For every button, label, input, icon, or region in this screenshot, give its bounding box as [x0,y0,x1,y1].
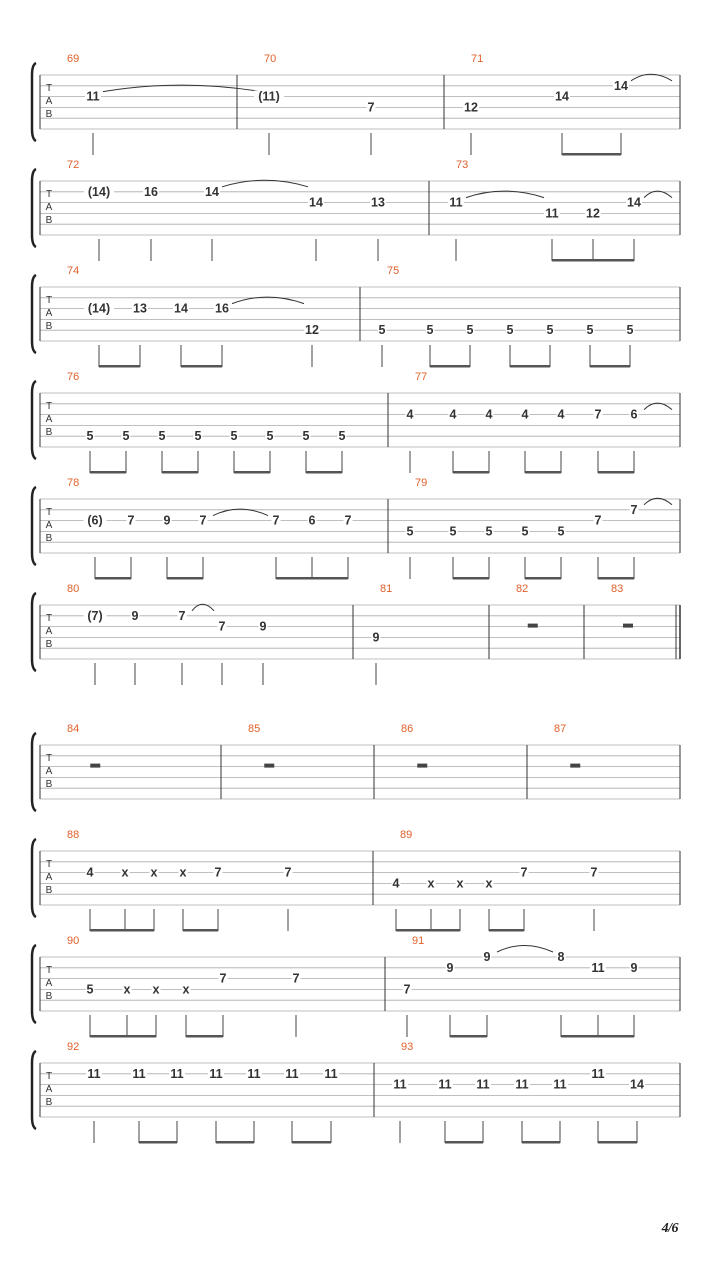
fret-number: 7 [367,100,375,115]
measure-number: 92 [67,1041,80,1053]
beam [561,1035,598,1038]
fret-number: 14 [309,195,323,210]
tab-clef-letter: B [45,214,53,226]
fret-number: 5 [122,429,130,444]
system-bracket [32,839,36,917]
system-bracket [32,487,36,565]
measure-number: 74 [67,265,80,277]
fret-number: 5 [158,429,166,444]
fret-number: 9 [163,513,171,528]
tab-system [32,583,680,685]
measure-number: 77 [415,371,428,383]
fret-number: 11 [545,206,559,221]
beam [489,929,524,932]
whole-rest [570,764,580,768]
tab-clef-letter: B [45,638,53,650]
fret-number: 5 [449,524,457,539]
fret-number: 7 [292,971,300,986]
fret-number: x [485,876,493,891]
fret-number: 4 [406,407,414,422]
fret-number: 11 [209,1066,223,1081]
system-bracket [32,169,36,247]
fret-number: 4 [392,876,400,891]
measure-number: 84 [67,723,80,735]
fret-number: 6 [308,513,316,528]
tab-clef-letter: B [45,320,53,332]
fret-number: 14 [614,78,628,93]
fret-number: 9 [630,960,638,975]
measure-number: 70 [264,53,277,65]
tab-clef-letter: T [45,400,53,412]
fret-number: x [427,876,435,891]
beam [522,1141,560,1144]
fret-number: 11 [591,960,605,975]
tab-system [32,159,680,262]
fret-number: 11 [515,1077,529,1092]
beam [183,929,218,932]
fret-number: 11 [170,1066,184,1081]
measure-number: 76 [67,371,80,383]
tab-clef-letter: B [45,884,53,896]
beam [510,365,550,368]
tab-system [32,477,680,580]
fret-number: 7 [127,513,135,528]
fret-number: 7 [284,865,292,880]
measure-number: 87 [554,723,567,735]
fret-number: 5 [506,323,514,338]
beam [598,1141,637,1144]
beam [167,577,203,580]
measure-number: 75 [387,265,400,277]
fret-number: x [121,865,129,880]
fret-number: 7 [272,513,280,528]
tab-system [32,829,680,932]
measure-number: 91 [412,935,425,947]
tab-clef-letter: T [45,858,53,870]
system-bracket [32,733,36,811]
fret-number: 5 [485,524,493,539]
beam [552,259,593,262]
fret-number: 16 [144,184,158,199]
fret-number: 4 [557,407,565,422]
tab-clef-letter: A [45,625,53,637]
fret-number: 9 [259,619,267,634]
page-number: 4/6 [661,1221,678,1236]
tab-clef-letter: T [45,964,53,976]
fret-number: 9 [131,608,139,623]
fret-number: 5 [86,429,94,444]
measure-number: 88 [67,829,80,841]
tab-clef-letter: T [45,612,53,624]
beam [292,1141,331,1144]
fret-number: 4 [86,865,94,880]
tab-clef-letter: A [45,765,53,777]
beam [312,577,348,580]
whole-rest [623,624,633,628]
tab-clef-letter: B [45,778,53,790]
beam [181,365,222,368]
fret-number: 11 [591,1066,605,1081]
fret-number: 5 [626,323,634,338]
fret-number: 5 [406,524,414,539]
fret-number: 7 [214,865,222,880]
fret-number: 9 [483,950,491,964]
measure-number: 73 [456,159,469,171]
measure-number: 93 [401,1041,414,1053]
fret-number: 9 [372,630,380,645]
fret-number: 5 [194,429,202,444]
tab-clef-letter: B [45,426,53,438]
fret-number: 7 [219,971,227,986]
beam [95,577,131,580]
fret-number: 5 [466,323,474,338]
measure-number: 78 [67,477,80,489]
fret-number: 9 [446,960,454,975]
fret-number: 11 [449,195,463,210]
fret-number: 16 [215,301,229,316]
measure-number: 82 [516,583,529,595]
beam [453,471,489,474]
system-bracket [32,275,36,353]
beam [90,471,126,474]
beam [598,577,634,580]
tab-clef-letter: T [45,1070,53,1082]
fret-number: 12 [464,100,478,115]
tab-clef-letter: T [45,82,53,94]
fret-number: 7 [344,513,352,528]
tab-system [32,53,680,156]
fret-number: 5 [378,323,386,338]
tab-clef-letter: A [45,519,53,531]
fret-number: 5 [338,429,346,444]
tab-clef-letter: B [45,990,53,1002]
beam [593,259,634,262]
tab-clef-letter: B [45,1096,53,1108]
measure-number: 81 [380,583,393,595]
measure-number: 86 [401,723,414,735]
tie-arc [497,946,553,953]
beam [139,1141,177,1144]
fret-number: 7 [594,513,602,528]
fret-number: 5 [557,524,565,539]
beam [306,471,342,474]
fret-number: 7 [403,982,411,997]
fret-number: 7 [218,619,226,634]
beam [90,929,154,932]
fret-number: 4 [521,407,529,422]
tab-clef-letter: T [45,506,53,518]
fret-number: x [456,876,464,891]
fret-number: 4 [485,407,493,422]
fret-number: 7 [178,608,186,623]
fret-number: 14 [205,184,219,199]
beam [99,365,140,368]
beam [396,929,460,932]
tab-clef-letter: A [45,871,53,883]
tab-system [32,935,680,1038]
fret-number: (7) [87,608,103,623]
fret-number: 7 [630,502,638,517]
fret-number: 7 [520,865,528,880]
fret-number: 14 [174,301,188,316]
system-bracket [32,593,36,671]
fret-number: 11 [247,1066,261,1081]
fret-number: 4 [449,407,457,422]
measure-number: 83 [611,583,624,595]
tab-clef-letter: A [45,413,53,425]
fret-number: 14 [627,195,641,210]
measure-number: 71 [471,53,484,65]
fret-number: 8 [557,950,565,964]
fret-number: 11 [476,1077,490,1092]
fret-number: 5 [546,323,554,338]
fret-number: 14 [555,89,569,104]
fret-number: x [150,865,158,880]
fret-number: x [182,982,190,997]
tab-clef-letter: B [45,108,53,120]
system-bracket [32,945,36,1023]
fret-number: 5 [230,429,238,444]
beam [276,577,312,580]
measure-number: 69 [67,53,80,65]
beam [598,1035,634,1038]
fret-number: 7 [199,513,207,528]
tab-system [32,371,680,474]
beam [453,577,489,580]
fret-number: x [152,982,160,997]
fret-number: 12 [305,323,319,338]
measure-number: 72 [67,159,80,171]
beam [525,471,561,474]
fret-number: 13 [371,195,385,210]
tab-clef-letter: B [45,532,53,544]
fret-number: 7 [594,407,602,422]
tab-clef-letter: T [45,294,53,306]
fret-number: (14) [87,184,111,199]
fret-number: 14 [630,1077,644,1092]
system-bracket [32,1051,36,1129]
whole-rest [264,764,274,768]
fret-number: 5 [266,429,274,444]
beam [216,1141,254,1144]
fret-number: 11 [285,1066,299,1081]
fret-number: 5 [302,429,310,444]
fret-number: 13 [133,301,147,316]
tab-system [32,265,680,368]
fret-number: 5 [586,323,594,338]
fret-number: (11) [258,89,280,104]
tab-clef-letter: A [45,977,53,989]
fret-number: 11 [393,1077,407,1092]
whole-rest [417,764,427,768]
beam [525,577,561,580]
tab-clef-letter: T [45,188,53,200]
measure-number: 79 [415,477,428,489]
beam [445,1141,483,1144]
fret-number: 5 [86,982,94,997]
whole-rest [528,624,538,628]
measure-number: 89 [400,829,413,841]
beam [598,471,634,474]
fret-number: 5 [426,323,434,338]
fret-number: 11 [86,89,100,104]
beam [590,365,630,368]
beam [90,1035,156,1038]
fret-number: 11 [553,1077,567,1092]
tab-clef-letter: T [45,752,53,764]
fret-number: 7 [590,865,598,880]
fret-number: 5 [521,524,529,539]
tab-system [32,1041,680,1144]
fret-number: x [123,982,131,997]
fret-number: 11 [132,1066,146,1081]
fret-number: x [179,865,187,880]
fret-number: 6 [630,407,638,422]
tab-clef-letter: A [45,1083,53,1095]
beam [186,1035,223,1038]
system-bracket [32,63,36,141]
fret-number: (6) [87,513,103,528]
tab-system [32,723,680,811]
beam [162,471,198,474]
beam [234,471,270,474]
fret-number: 11 [438,1077,452,1092]
fret-number: (14) [87,301,111,316]
beam [450,1035,487,1038]
measure-number: 80 [67,583,80,595]
fret-number: 11 [87,1066,101,1081]
measure-number: 90 [67,935,80,947]
tab-clef-letter: A [45,201,53,213]
whole-rest [90,764,100,768]
measure-number: 85 [248,723,261,735]
beam [430,365,470,368]
fret-number: 12 [586,206,600,221]
tab-clef-letter: A [45,307,53,319]
beam [562,153,621,156]
system-bracket [32,381,36,459]
fret-number: 11 [324,1066,338,1081]
tab-clef-letter: A [45,95,53,107]
